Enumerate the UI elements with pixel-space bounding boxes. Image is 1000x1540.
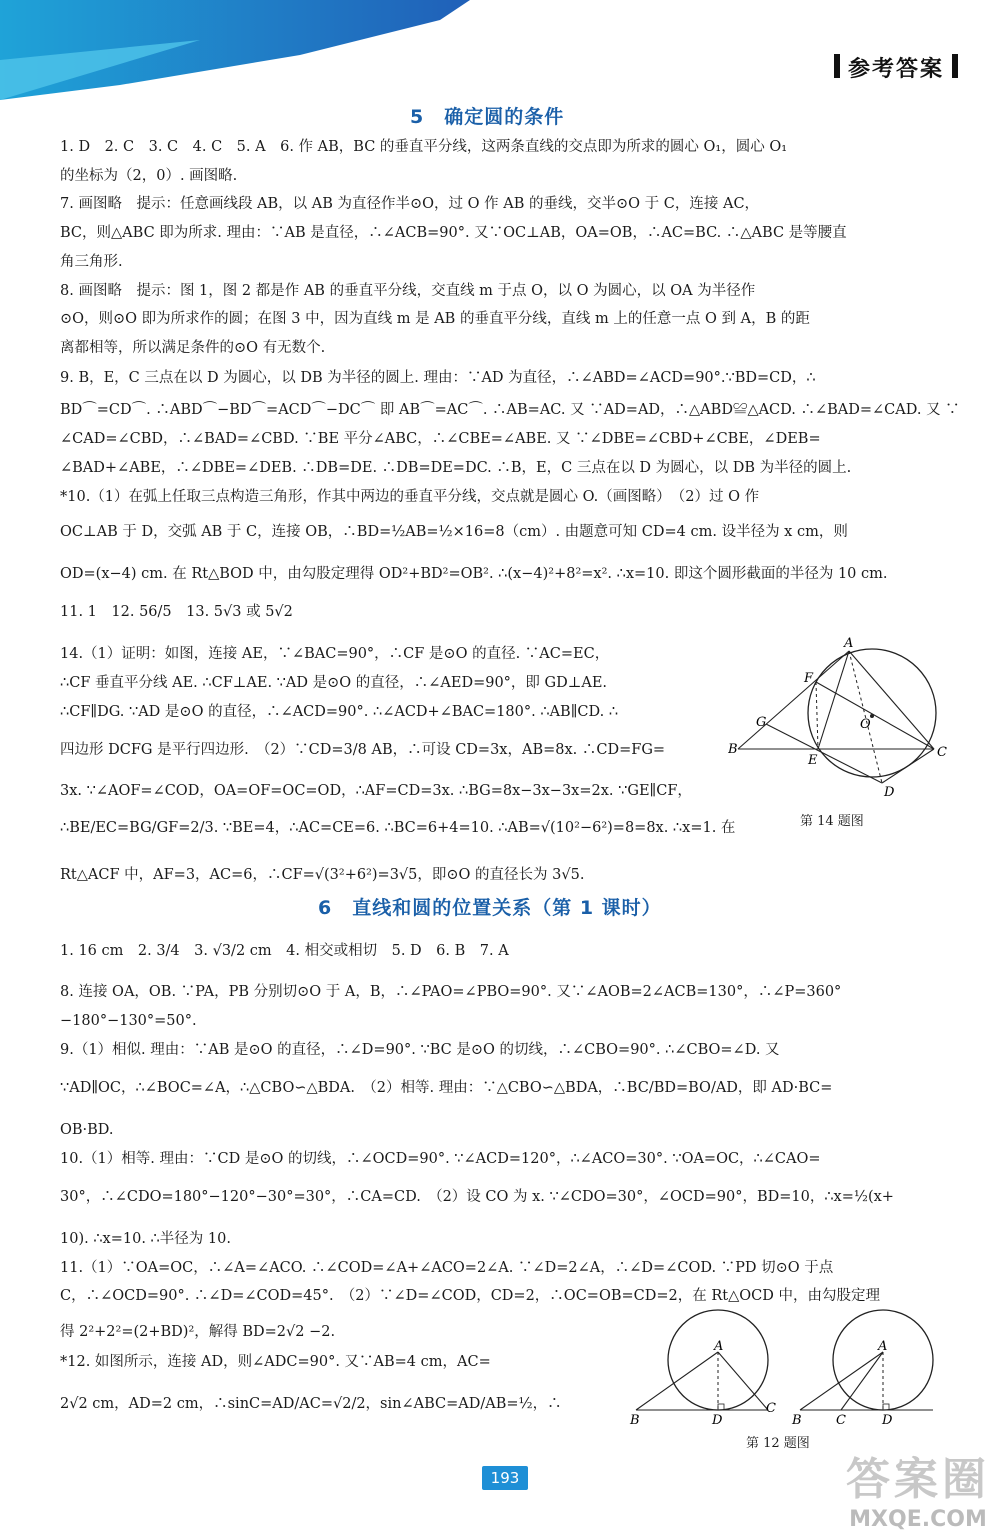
s5-line-20: 四边形 DCFG 是平行四边形. （2）∵CD=3/8 AB，∴可设 CD=3x，AB=8x. ∴CD=FG= [60, 742, 666, 758]
answer-key-tag: 参考答案 [848, 52, 944, 83]
s5-line-23: Rt△ACF 中，AF=3，AC=6，∴CF=√(3²+6²)=3√5，即⊙O 的直径长为 3√5. [60, 867, 585, 883]
s5-line-2: 的坐标为（2，0）. 画图略. [60, 168, 238, 184]
s6-line-8: 30°，∴∠CDO=180°−120°−30°=30°，∴CA=CD. （2）设 CO 为 x. ∵∠CDO=30°，∠OCD=90°，BD=10，∴x=½(x+ [60, 1189, 894, 1205]
s6-line-12: 得 2²+2²=(2+BD)²，解得 BD=2√2 −2. [60, 1324, 336, 1340]
fig12-right-D: D [882, 1413, 893, 1428]
figure-14 [728, 636, 950, 806]
watermark-logo: 答案圈 [846, 1454, 990, 1505]
fig12-left-A: A [714, 1339, 724, 1354]
s5-line-10: BD⌒=CD⌒. ∴ABD⌒−BD⌒=ACD⌒−DC⌒ 即 AB⌒=AC⌒. ∴AB=AC. 又 ∵AD=AD，∴△ABD≌△ACD. ∴∠BAD=∠CAD. 又 ∵ [60, 402, 960, 418]
s5-line-9: 9. B，E，C 三点在以 D 为圆心，以 DB 为半径的圆上. 理由：∵AD 为直径，∴∠ABD=∠ACD=90°.∵BD=CD，∴ [60, 370, 816, 386]
s6-line-7: 10.（1）相等. 理由：∵CD 是⊙O 的切线，∴∠OCD=90°. ∵∠ACD=120°，∴∠ACO=30°. ∵OA=OC，∴∠CAO= [60, 1151, 821, 1167]
fig14-label-B: B [728, 742, 738, 757]
fig14-label-A: A [844, 636, 854, 651]
fig14-label-G: G [756, 715, 767, 730]
s6-line-5: ∵AD∥OC，∴∠BOC=∠A，∴△CBO∽△BDA. （2）相等. 理由：∵△CBO∽△BDA，∴BC/BD=BO/AD，即 AD·BC= [60, 1080, 833, 1096]
fig14-label-O: O [860, 717, 871, 732]
s5-line-18: ∴CF 垂直平分线 AE. ∴CF⊥AE. ∵AD 是⊙O 的直径，∴∠AED=90°，即 GD⊥AE. [60, 675, 608, 691]
section5-title: 5 确定圆的条件 [410, 106, 565, 128]
fig14-label-E: E [808, 753, 818, 768]
s5-line-1: 1. D 2. C 3. C 4. C 5. A 6. 作 AB，BC 的垂直平分线，这两条直线的交点即为所求的圆心 O₁，圆心 O₁ [60, 139, 788, 155]
s6-line-13: *12. 如图所示，连接 AD，则∠ADC=90°. 又∵AB=4 cm，AC= [60, 1354, 491, 1370]
section6-title: 6 直线和圆的位置关系（第 1 课时） [318, 897, 662, 919]
s5-line-8: 离都相等，所以满足条件的⊙O 有无数个. [60, 340, 326, 356]
fig12-right-C: C [836, 1413, 846, 1428]
watermark [846, 1443, 990, 1532]
figure-14-caption: 第 14 题图 [800, 814, 864, 829]
s6-line-1: 1. 16 cm 2. 3/4 3. √3/2 cm 4. 相交或相切 5. D 6. B 7. A [60, 943, 509, 959]
s6-line-14: 2√2 cm，AD=2 cm，∴sinC=AD/AC=√2/2，sin∠ABC=AD/AB=½，∴ [60, 1396, 562, 1412]
fig12-left-C: C [766, 1401, 776, 1416]
fig14-label-C: C [937, 745, 947, 760]
s6-line-11: C，∴∠OCD=90°. ∴∠D=∠COD=45°. （2）∵∠D=∠COD，CD=2，∴OC=OB=CD=2，在 Rt△OCD 中，由勾股定理 [60, 1288, 880, 1304]
s5-line-5: 角三角形. [60, 254, 123, 270]
s5-line-17: 14.（1）证明：如图，连接 AE，∵∠BAC=90°，∴CF 是⊙O 的直径. ∵AC=EC， [60, 646, 610, 662]
fig12-left-B: B [630, 1413, 640, 1428]
s5-line-22: ∴BE/EC=BG/GF=2/3. ∵BE=4，∴AC=CE=6. ∴BC=6+4=10. ∴AB=√(10²−6²)=8=8x. ∴x=1. 在 [60, 820, 736, 836]
figure-12 [628, 1308, 938, 1428]
s5-line-12: ∠BAD+∠ABE，∴∠DBE=∠DEB. ∴DB=DE. ∴DB=DE=DC. ∴B，E，C 三点在以 D 为圆心，以 DB 为半径的圆上. [60, 460, 852, 476]
s5-line-15: OD=(x−4) cm. 在 Rt△BOD 中，由勾股定理得 OD²+BD²=OB². ∴(x−4)²+8²=x². ∴x=10. 即这个圆形截面的半径为 10 cm. [60, 566, 888, 582]
fig12-left-D: D [712, 1413, 723, 1428]
s6-line-2: 8. 连接 OA，OB. ∵PA，PB 分别切⊙O 于 A，B，∴∠PAO=∠PBO=90°. 又∵∠AOB=2∠ACB=130°，∴∠P=360° [60, 984, 842, 1000]
s5-line-11: ∠CAD=∠CBD，∴∠BAD=∠CBD. ∵BE 平分∠ABC，∴∠CBE=∠ABE. 又 ∵∠DBE=∠CBD+∠CBE，∠DEB= [60, 431, 821, 447]
fig14-label-F: F [804, 671, 814, 686]
s5-line-4: BC，则△ABC 即为所求. 理由：∵AB 是直径，∴∠ACB=90°. 又∵OC⊥AB，OA=OB，∴AC=BC. ∴△ABC 是等腰直 [60, 225, 847, 241]
watermark-url: MXQE.COM [849, 1507, 987, 1532]
s5-line-16: 11. 1 12. 56/5 13. 5√3 或 5√2 [60, 604, 293, 620]
s5-line-14: OC⊥AB 于 D，交弧 AB 于 C，连接 OB，∴BD=½AB=½×16=8（cm）. 由题意可知 CD=4 cm. 设半径为 x cm，则 [60, 524, 848, 540]
page-number: 193 [482, 1466, 528, 1490]
s6-line-6: OB·BD. [60, 1122, 114, 1138]
fig14-label-D: D [884, 785, 895, 800]
s5-line-3: 7. 画图略 提示：任意画线段 AB，以 AB 为直径作半⊙O，过 O 作 AB 的垂线，交半⊙O 于 C，连接 AC， [60, 196, 760, 212]
s6-line-4: 9.（1）相似. 理由：∵AB 是⊙O 的直径，∴∠D=90°. ∵BC 是⊙O 的切线，∴∠CBO=90°. ∴∠CBO=∠D. 又 [60, 1042, 780, 1058]
s6-line-9: 10). ∴x=10. ∴半径为 10. [60, 1231, 231, 1247]
s6-line-3: −180°−130°=50°. [60, 1013, 197, 1029]
s5-line-6: 8. 画图略 提示：图 1，图 2 都是作 AB 的垂直平分线，交直线 m 于点 O，以 O 为圆心，以 OA 为半径作 [60, 283, 756, 299]
s6-line-10: 11.（1）∵OA=OC，∴∠A=∠ACO. ∴∠COD=∠A+∠ACO=2∠A. ∵∠D=2∠A，∴∠D=∠COD. ∵PD 切⊙O 于点 [60, 1260, 834, 1276]
s5-line-7: ⊙O，则⊙O 即为所求作的圆；在图 3 中，因为直线 m 是 AB 的垂直平分线，直线 m 上的任意一点 O 到 A，B 的距 [60, 311, 810, 327]
fig12-right-A: A [878, 1339, 888, 1354]
figure-12-caption: 第 12 题图 [746, 1436, 810, 1451]
s5-line-21: 3x. ∵∠AOF=∠COD，OA=OF=OC=OD，∴AF=CD=3x. ∴BG=8x−3x−3x=2x. ∵GE∥CF， [60, 783, 692, 799]
s5-line-13: *10.（1）在弧上任取三点构造三角形，作其中两边的垂直平分线，交点就是圆心 O.（画图略） （2）过 O 作 [60, 489, 760, 505]
header-banner [0, 0, 470, 110]
fig12-right-B: B [792, 1413, 802, 1428]
s5-line-19: ∴CF∥DG. ∵AD 是⊙O 的直径，∴∠ACD=90°. ∴∠ACD+∠BAC=180°. ∴AB∥CD. ∴ [60, 704, 619, 720]
